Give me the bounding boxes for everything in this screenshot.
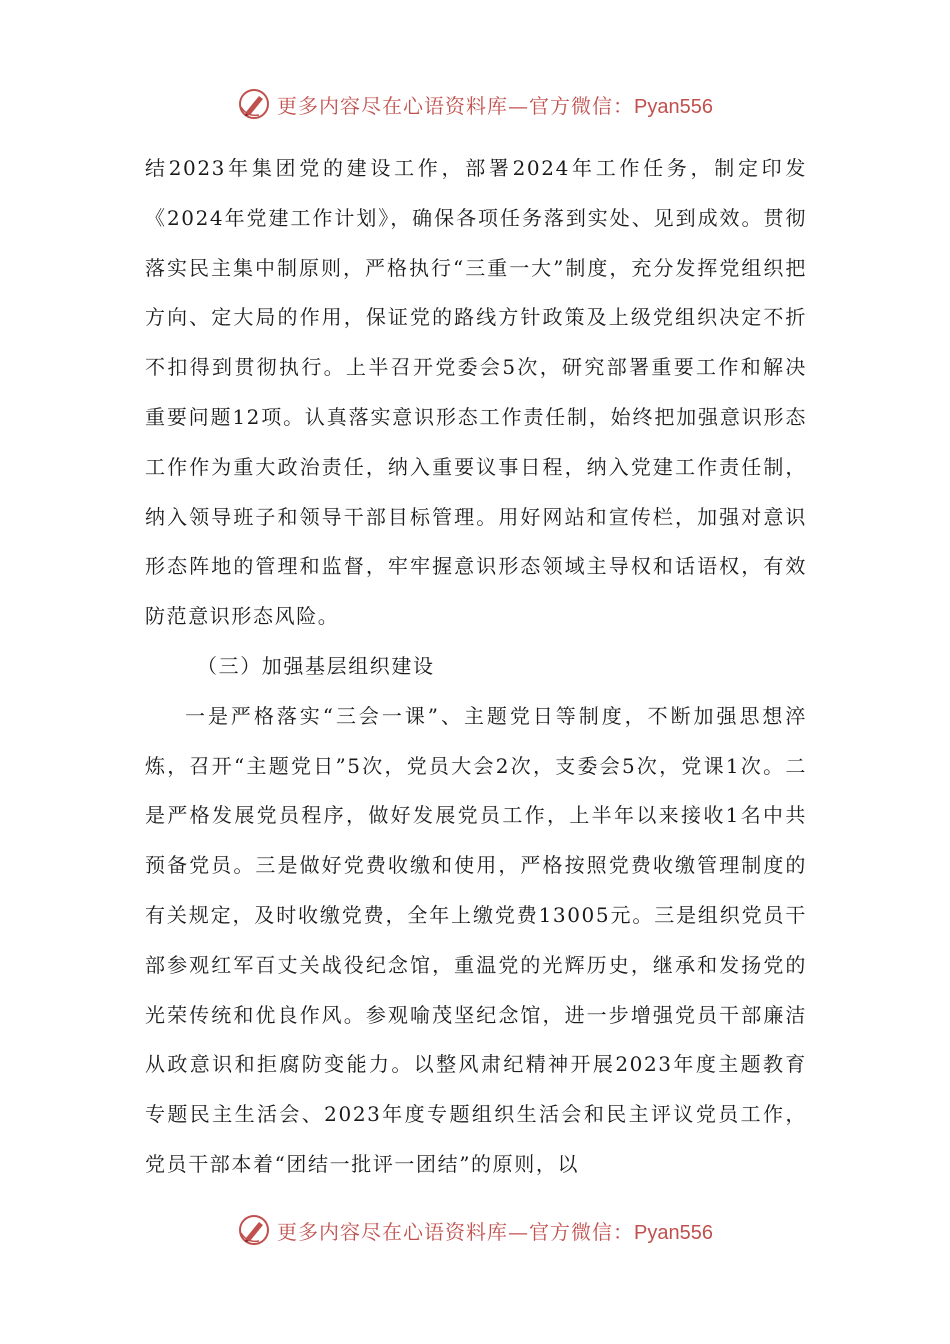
watermark-label: 更多内容尽在心语资料库—官方微信： [277, 1219, 635, 1244]
section-heading: （三）加强基层组织建设 [197, 653, 435, 678]
watermark-text [277, 1216, 713, 1245]
watermark-text [277, 90, 713, 119]
document-body [145, 144, 807, 1190]
watermark-wechat-id: Pyan556 [634, 95, 713, 118]
paragraph-continuation: 结2023年集团党的建设工作，部署2024年工作任务，制定印发《2024年党建工作计划》，确保各项任务落到实处、见到成效。贯彻落实民主集中制原则，严格执行“三重一大”制度，充分发挥党组织把方向、定大局的作用，保证党的路线方针政策及上级党组织决定不折不扣得到贯彻执行。上半召开党委会5次，研究部署重要工作和解决重要问题12项。认真落实意识形态工作责任制，始终把加强意识形态工作作为重大政治责任，纳入重要议事日程，纳入党建工作责任制，纳入领导班子和领导干部目标管理。用好网站和宣传栏，加强对意识形态阵地的管理和监督，牢牢握意识形态领域主导权和话语权，有效防范意识形态风险。 [145, 156, 807, 629]
pen-logo-icon [237, 87, 271, 121]
watermark-wechat-id: Pyan556 [634, 1221, 713, 1244]
footer-watermark [0, 1210, 950, 1250]
pen-logo-icon [237, 1213, 271, 1247]
paragraph-body: 一是严格落实“三会一课”、主题党日等制度，不断加强思想淬炼，召开“主题党日”5次，党员大会2次，支委会5次，党课1次。二是严格发展党员程序，做好发展党员工作，上半年以来接收1名中共预备党员。三是做好党费收缴和使用，严格按照党费收缴管理制度的有关规定，及时收缴党费，全年上缴党费13005元。三是组织党员干部参观红军百丈关战役纪念馆，重温党的光辉历史，继承和发扬党的光荣传统和优良作风。参观喻茂坚纪念馆，进一步增强党员干部廉洁从政意识和拒腐防变能力。以整风肃纪精神开展2023年度主题教育专题民主生活会、2023年度专题组织生活会和民主评议党员工作，党员干部本着“团结一批评一团结”的原则，以 [145, 703, 807, 1176]
header-watermark [0, 84, 950, 124]
watermark-label: 更多内容尽在心语资料库—官方微信： [277, 93, 635, 118]
